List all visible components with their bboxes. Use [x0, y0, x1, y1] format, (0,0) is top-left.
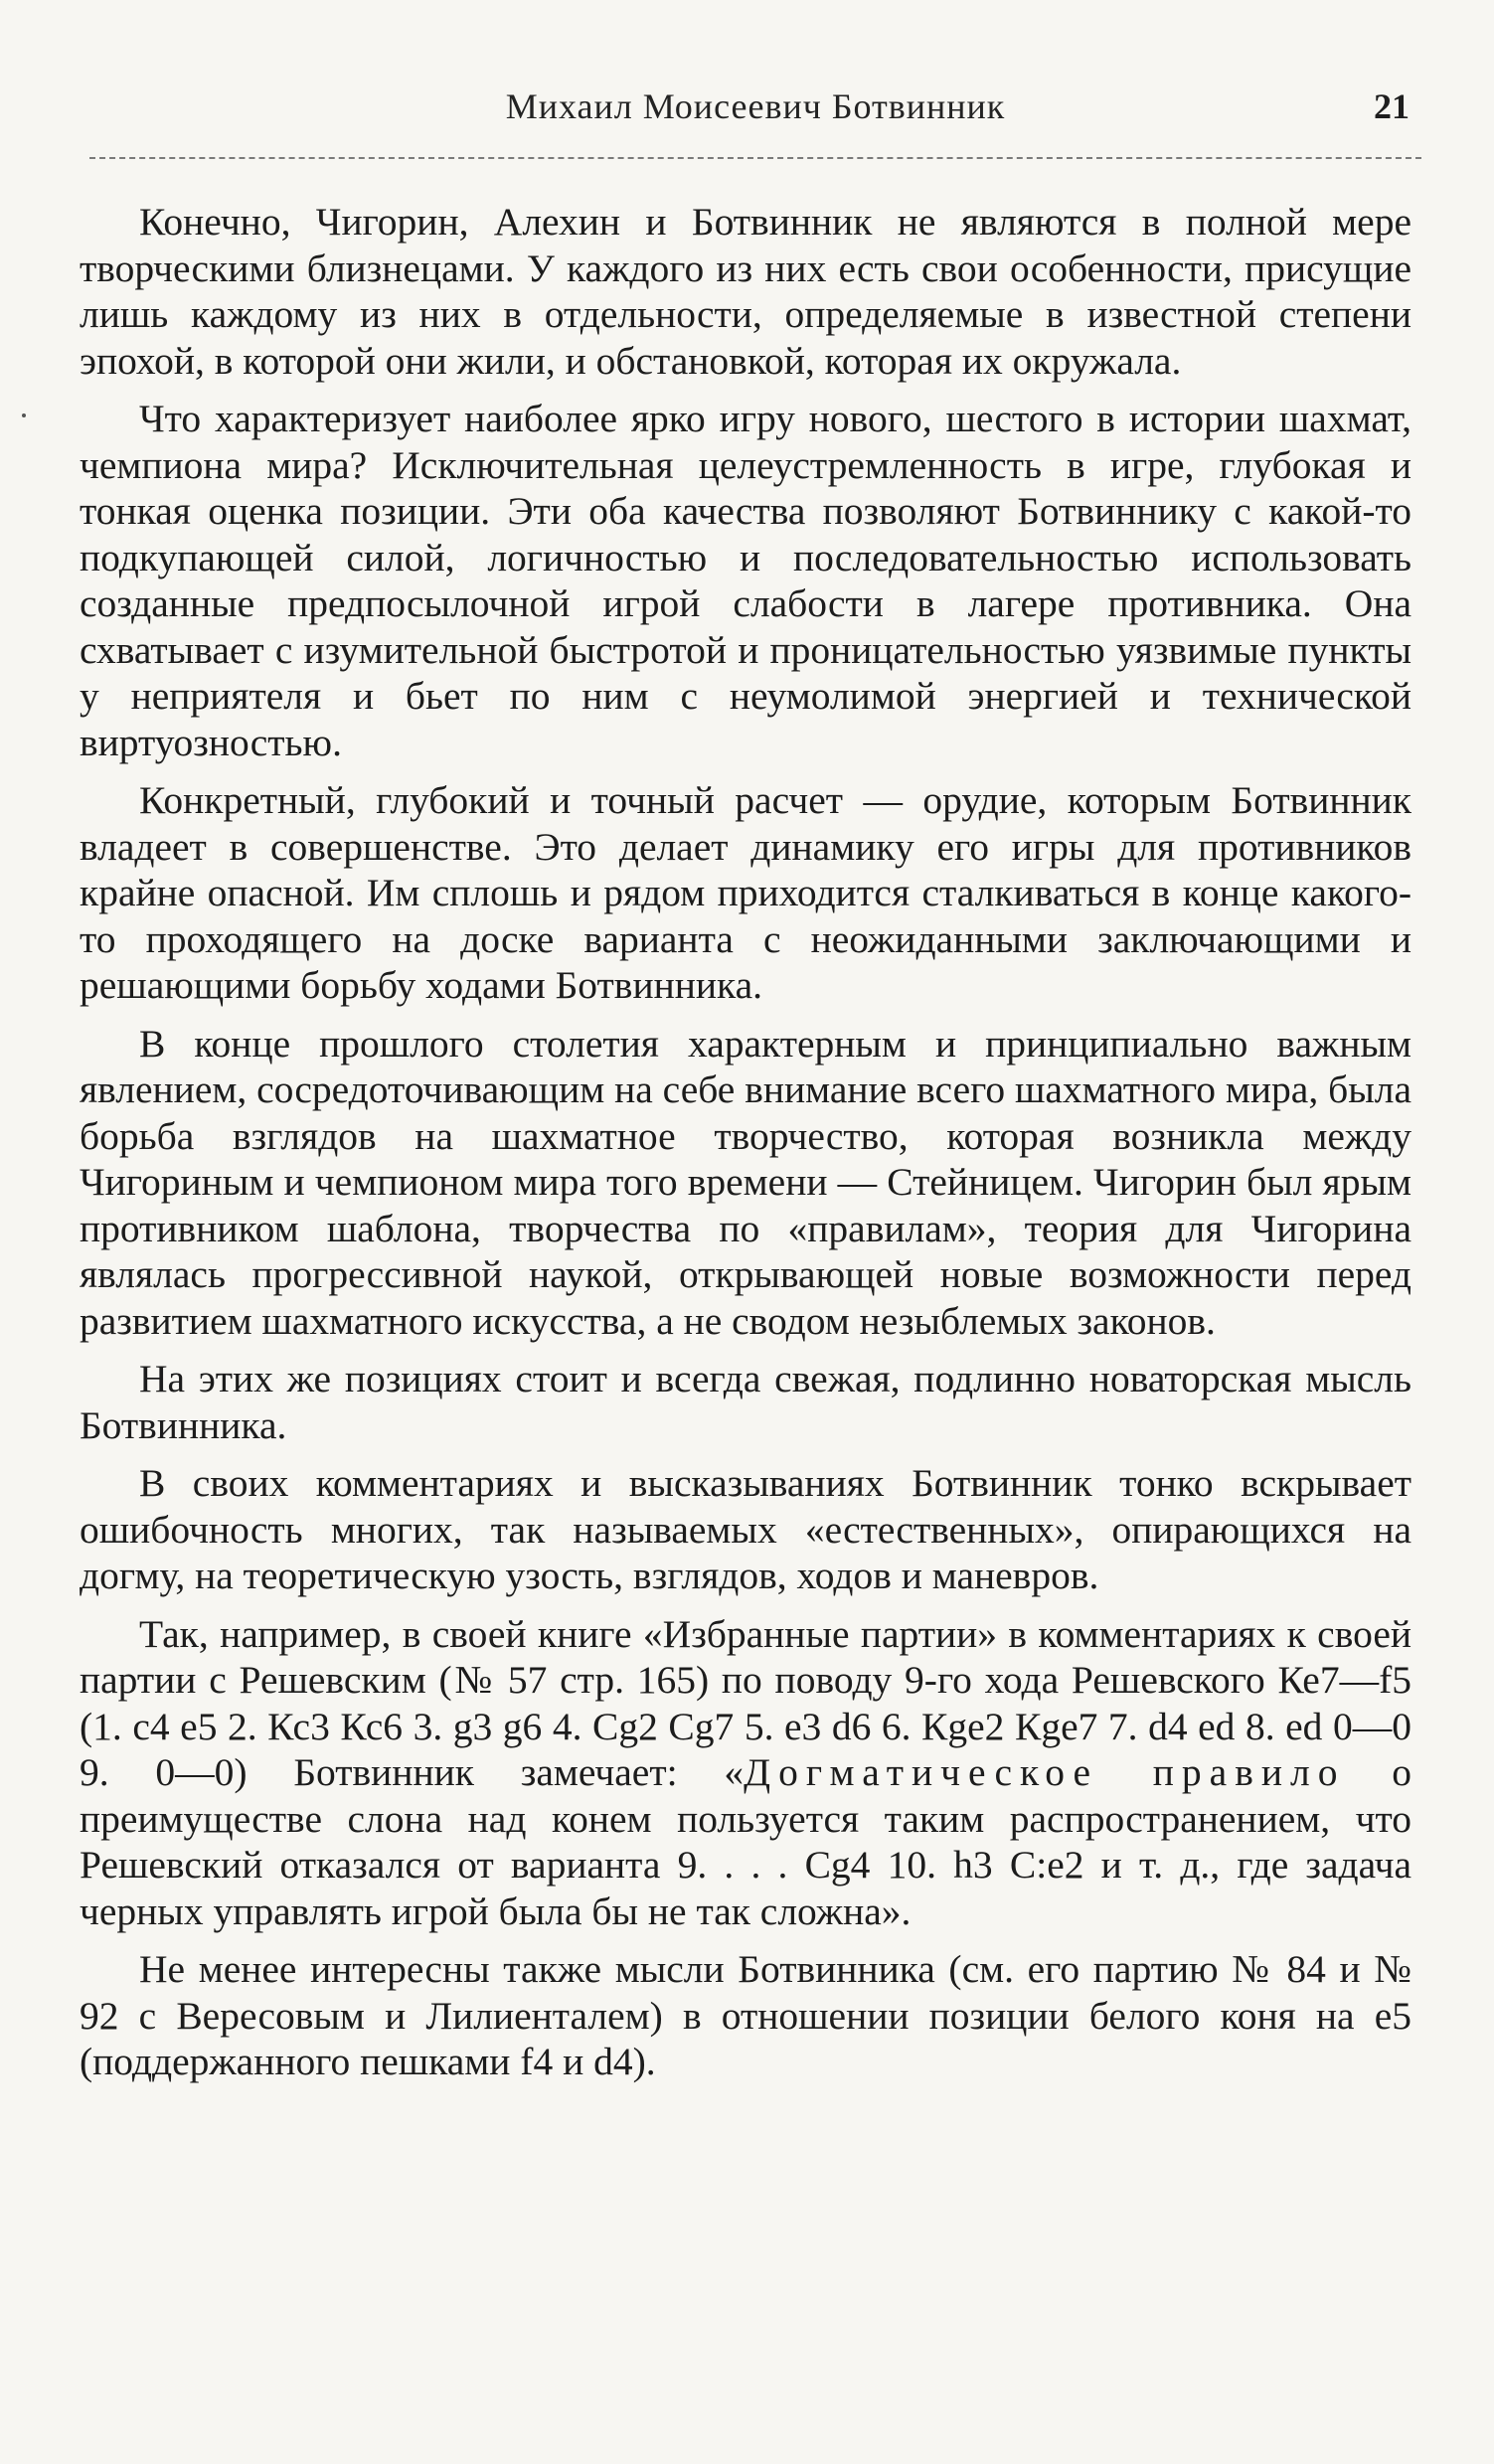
running-head-title: Михаил Моисеевич Ботвинник — [505, 86, 1006, 126]
spaced-emphasis: Догматическое правило — [744, 1750, 1346, 1794]
page-number: 21 — [1374, 86, 1410, 126]
paragraph: На этих же позициях стоит и всегда свежая, подлинно новаторская мысль Ботвинника. — [80, 1357, 1411, 1447]
paragraph: Что характеризует наиболее ярко игру нового, шестого в истории шахмат, чемпиона мира? Исключительная целеустремленность в игре, глубокая и тонкая оценка позиции. Эти оба качества позволяют Ботвиннику с какой-то подкупающей силой, логичностью и последовательностью использовать созданные предпосылочной игрой слабости в лагере противника. Она схватывает с изумительной быстротой и проницательностью уязвимые пункты у неприятеля и бьет по ним с неумолимой энергией и технической виртуозностью. — [80, 397, 1411, 764]
margin-speck — [22, 413, 26, 417]
running-head — [80, 85, 1431, 145]
paragraph: Конкретный, глубокий и точный расчет — орудие, которым Ботвинник владеет в совершенстве. Это делает динамику его игры для противников крайне опасной. Им сплошь и рядом приходится сталкиваться в конце какого-то проходящего на доске варианта с неожиданными заключающими и решающими борьбу ходами Ботвинника. — [80, 778, 1411, 1007]
body-text — [80, 199, 1411, 2097]
paragraph-example — [80, 1611, 1411, 1935]
example-text-before: Так, например, в своей книге «Избранные партии» в комментариях к своей партии с Решевским (№ 57 стр. 165) по поводу 9-го хода Решевского Ке7—f5 (1. с4 е5 2. Кс3 Кс6 3. g3 g6 4. Cg2 Cg7 5. е3 d6 6. Кge2 Кge7 7. d4 ed 8. ed 0—0 9. 0—0) Ботвинник замечает: « — [80, 1611, 1411, 1794]
paragraph: В конце прошлого столетия характерным и принципиально важным явлением, сосредоточивающим на себе внимание всего шахматного мира, была борьба взглядов на шахматное творчество, которая возникла между Чигориным и чемпионом мира того времени — Стейницем. Чигорин был ярым противником шаблона, творчества по «правилам», теория для Чигорина являлась прогрессивной наукой, открывающей новые возможности перед развитием шахматного искусства, а не сводом незыблемых законов. — [80, 1021, 1411, 1343]
header-rule — [89, 157, 1421, 159]
paragraph: Конечно, Чигорин, Алехин и Ботвинник не являются в полной мере творческими близнецами. У каждого из них есть свои особенности, присущие лишь каждому из них в отдельности, определяемые в известной степени эпохой, в которой они жили, и обстановкой, которая их окружала. — [80, 200, 1411, 383]
paragraph-last: Не менее интересны также мысли Ботвинника (см. его партию № 84 и № 92 с Вересовым и Лилиенталем) в отношении позиции белого коня на е5 (поддержанного пешками f4 и d4). — [80, 1947, 1411, 2083]
example-text-after: о преимуществе слона над конем пользуется таким распространением, что Решевский отказался от варианта 9. . . . Cg4 10. h3 C:e2 и т. д., где задача черных управлять игрой была бы не так сложна». — [80, 1750, 1412, 1933]
paragraph: В своих комментариях и высказываниях Ботвинник тонко вскрывает ошибочность многих, так называемых «естественных», опирающихся на догму, на теоретическую узость, взглядов, ходов и маневров. — [80, 1461, 1411, 1597]
